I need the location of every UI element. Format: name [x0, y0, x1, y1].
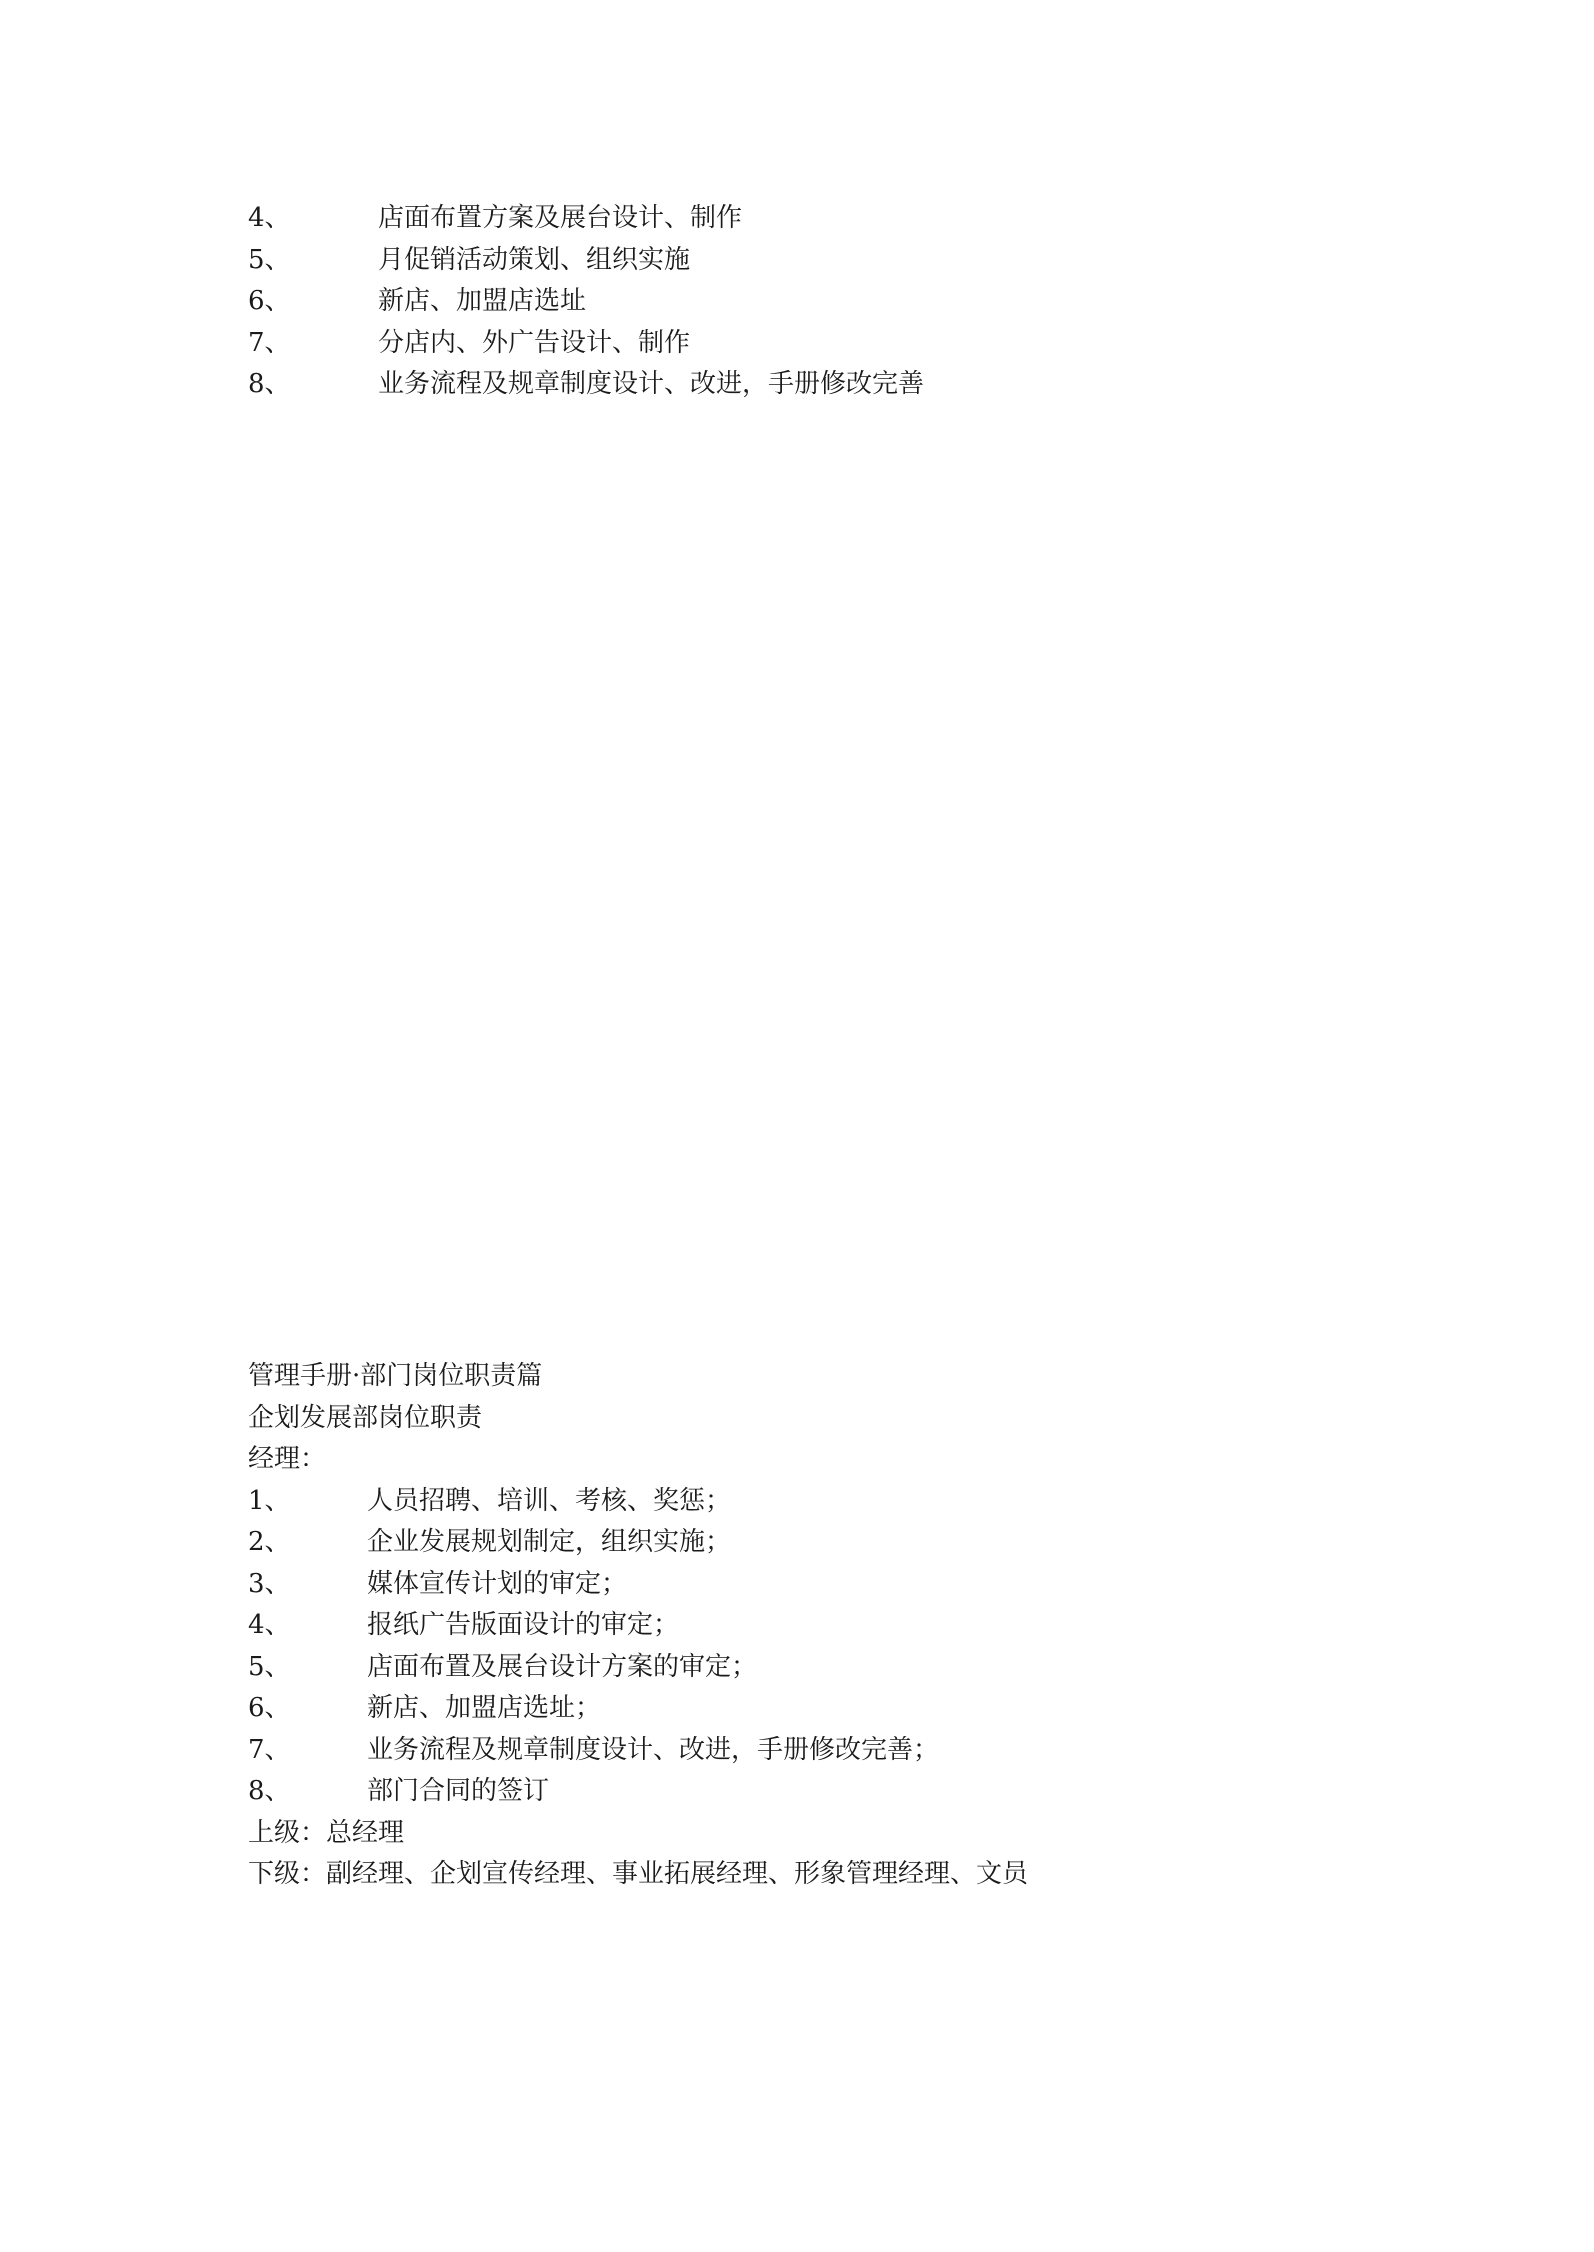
department-duties-section: [248, 1356, 1028, 1896]
list-item: [248, 1605, 1028, 1647]
list-item-number: 3、: [248, 1568, 291, 1599]
list-item-number: 8、: [248, 369, 291, 399]
list-item-text: 月促销活动策划、组织实施: [378, 244, 691, 275]
list-item-text: 店面布置方案及展台设计、制作: [378, 203, 743, 233]
manual-header: 管理手册·部门岗位职责篇: [248, 1361, 543, 1391]
list-item-number: 4、: [248, 1610, 291, 1640]
subordinates-line: 下级：副经理、企划宣传经理、事业拓展经理、形象管理经理、文员: [248, 1859, 1029, 1889]
list-item-number: 5、: [248, 1651, 291, 1682]
list-item-text: 人员招聘、培训、考核、奖惩；: [367, 1485, 732, 1516]
list-item: [248, 1647, 1028, 1689]
list-item: [248, 1730, 1028, 1772]
role-label: 经理：: [248, 1444, 327, 1474]
list-item: [248, 1564, 1028, 1606]
list-item: [248, 281, 924, 323]
list-item-number: 7、: [248, 327, 291, 358]
list-item-number: 1、: [248, 1485, 291, 1516]
list-item-text: 部门合同的签订: [367, 1776, 550, 1806]
list-item: [248, 1771, 1028, 1813]
list-item-text: 分店内、外广告设计、制作: [378, 327, 691, 358]
list-item-text: 业务流程及规章制度设计、改进，手册修改完善: [378, 369, 925, 399]
list-item: [248, 323, 924, 365]
top-duty-list: [248, 198, 924, 406]
list-item: [248, 198, 924, 240]
list-item: [248, 364, 924, 406]
list-item-text: 报纸广告版面设计的审定；: [367, 1610, 680, 1640]
list-item-text: 媒体宣传计划的审定；: [367, 1568, 628, 1599]
list-item-number: 8、: [248, 1776, 291, 1806]
list-item-text: 业务流程及规章制度设计、改进，手册修改完善；: [367, 1734, 940, 1765]
list-item-number: 6、: [248, 286, 291, 316]
list-item: [248, 1481, 1028, 1523]
list-item-number: 7、: [248, 1734, 291, 1765]
list-item-number: 5、: [248, 244, 291, 275]
list-item: [248, 1688, 1028, 1730]
list-item: [248, 240, 924, 282]
list-item-text: 企业发展规划制定，组织实施；: [367, 1527, 732, 1557]
list-item-number: 4、: [248, 203, 291, 233]
list-item-text: 店面布置及展台设计方案的审定；: [367, 1651, 758, 1682]
list-item-number: 6、: [248, 1693, 291, 1723]
section-title: 企划发展部岗位职责: [248, 1402, 483, 1433]
list-item-number: 2、: [248, 1527, 291, 1557]
list-item-text: 新店、加盟店选址: [378, 286, 587, 316]
list-item: [248, 1522, 1028, 1564]
list-item-text: 新店、加盟店选址；: [367, 1693, 602, 1723]
superior-line: 上级：总经理: [248, 1817, 405, 1848]
